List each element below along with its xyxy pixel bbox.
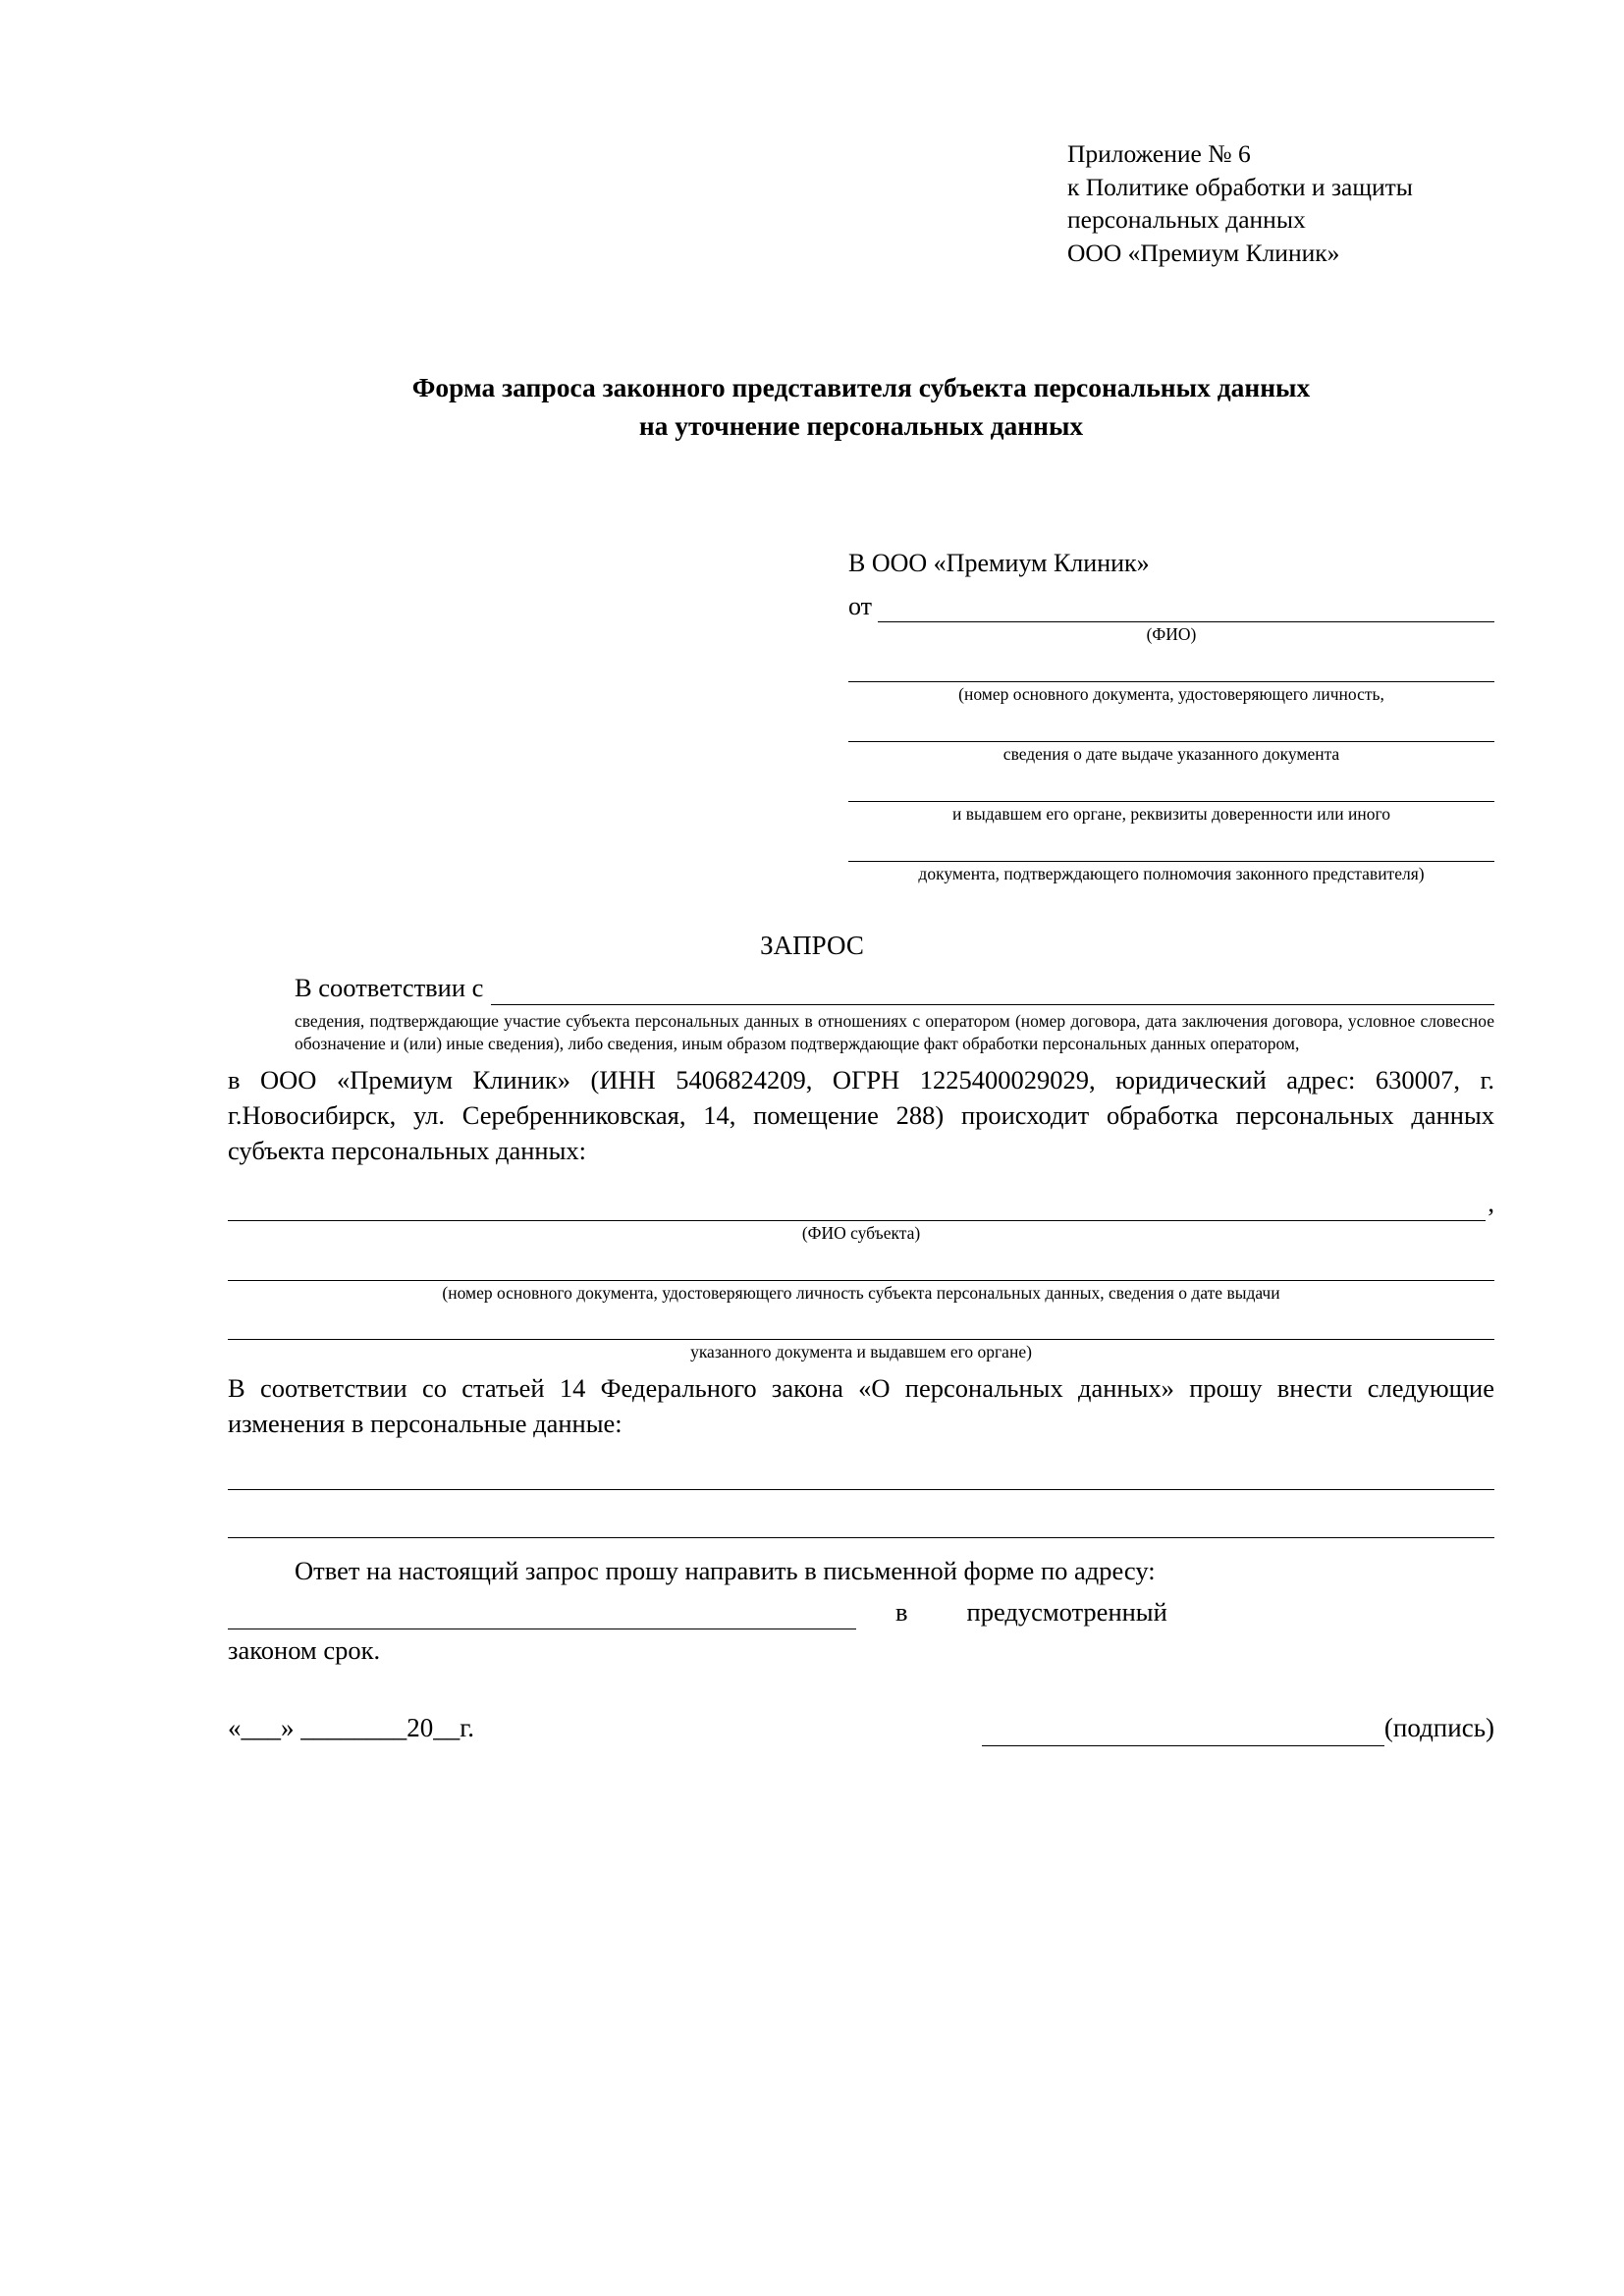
answer-tail: законом срок. (228, 1634, 381, 1665)
caption-subject-doc2: указанного документа и выдавшем его органе) (690, 1342, 1032, 1362)
caption-doc-authority: документа, подтверждающего полномочия законного представителя) (918, 863, 1425, 883)
addressee-org: В ООО «Премиум Клиник» (848, 548, 1150, 577)
page-title-line1: Форма запроса законного представителя субъекта персональных данных (411, 371, 1311, 402)
subject-doc-organ-input-line[interactable] (228, 1309, 1494, 1340)
in-accordance-input-line[interactable] (491, 983, 1494, 1005)
subject-fio-input-line[interactable] (228, 1195, 1486, 1221)
signature-label: (подпись) (1383, 1713, 1494, 1743)
date-field[interactable]: «___» ________20__г. (228, 1713, 475, 1743)
answer-paragraph: Ответ на настоящий запрос прошу направить в письменной форме по адресу: (295, 1555, 1156, 1585)
law-paragraph: В соответствии со статьей 14 Федерального закона «О персональных данных» прошу внести следующие изменения в персональные данные: (228, 1373, 1494, 1439)
addressee-block (848, 547, 1494, 885)
appendix-policy-line1: к Политике обработки и защиты (1067, 172, 1413, 201)
signature-row (228, 1711, 1494, 1746)
from-label: от (848, 591, 873, 620)
in-accordance-label: В соответствии с (295, 972, 484, 1002)
doc-organ-input-line[interactable] (848, 772, 1494, 802)
doc-date-input-line[interactable] (848, 712, 1494, 742)
caption-doc-date: сведения о дате выдаче указанного документа (1002, 744, 1340, 765)
answer-address-row (228, 1595, 1494, 1629)
appendix-number: Приложение № 6 (1067, 139, 1251, 168)
changes-input-line-2[interactable] (228, 1504, 1494, 1538)
caption-fio: (ФИО) (1146, 624, 1197, 645)
from-field-row (848, 590, 1494, 623)
document-content (228, 137, 1494, 1746)
caption-doc-organ: и выдавшем его органе, реквизиты доверенности или иного (951, 803, 1391, 824)
answer-word-provided: предусмотренный (966, 1596, 1167, 1627)
page-title (228, 368, 1494, 445)
appendix-org: ООО «Премиум Клиник» (1067, 238, 1340, 267)
subject-doc-input-line[interactable] (228, 1251, 1494, 1281)
body-section (228, 971, 1494, 1746)
appendix-policy-line2: персональных данных (1067, 205, 1306, 235)
signature-input-line[interactable] (982, 1720, 1384, 1746)
caption-subject-fio: (ФИО субъекта) (801, 1222, 921, 1243)
small-note: сведения, подтверждающие участие субъекта персональных данных в отношениях с оператором (номер договора, дата заключения договора, условное словесное обозначение и (или) иные сведения), либо сведения, иным образом подтверждающие факт обработки персональных данных оператором, (295, 1010, 1494, 1054)
answer-word-v: в (895, 1596, 908, 1627)
page-title-line2: на уточнение персональных данных (638, 409, 1084, 441)
in-accordance-row (228, 971, 1494, 1005)
doc-authority-input-line[interactable] (848, 831, 1494, 862)
from-input-line[interactable] (878, 600, 1494, 622)
caption-doc-number: (номер основного документа, удостоверяющего личность, (958, 684, 1384, 705)
appendix-header (1067, 137, 1494, 270)
answer-address-input-line[interactable] (228, 1603, 856, 1629)
subject-fio-comma: , (1488, 1188, 1494, 1218)
subject-fio-row (228, 1186, 1494, 1220)
caption-subject-doc: (номер основного документа, удостоверяющего личность субъекта персональных данных, сведения о дате выдачи (442, 1282, 1280, 1303)
organization-paragraph: в ООО «Премиум Клиник» (ИНН 5406824209, ОГРН 1225400029029, юридический адрес: 630007, г. г.Новосибирск, ул. Серебренниковская, 14, помещение 288) происходит обработка персональных данных субъекта персональных данных: (228, 1065, 1494, 1165)
changes-input-line-1[interactable] (228, 1456, 1494, 1490)
request-heading: ЗАПРОС (760, 930, 864, 960)
doc-number-input-line[interactable] (848, 652, 1494, 682)
